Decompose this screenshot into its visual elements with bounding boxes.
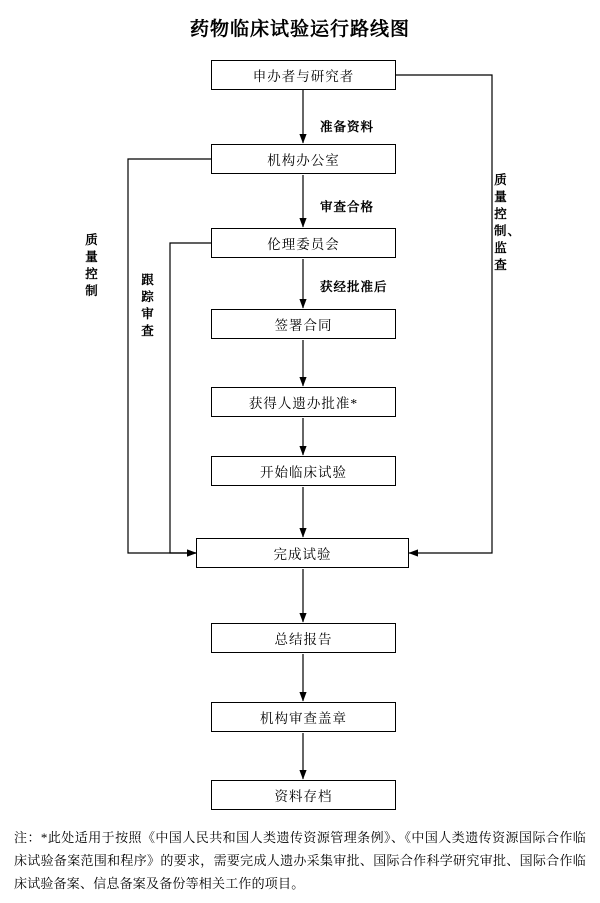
edge-label-after-approval: 获经批准后: [320, 280, 388, 294]
node-label: 机构办公室: [267, 153, 340, 168]
node-contract[interactable]: [211, 309, 396, 339]
node-office[interactable]: [211, 144, 396, 174]
footnote: 注：*此处适用于按照《中国人民共和国人类遗传资源管理条例》、《中国人类遗传资源国际合作临床试验备案范围和程序》的要求，需要完成人遗办采集审批、国际合作科学研究审批、国际合作临床试验备案、信息备案及备份等相关工作的项目。: [14, 830, 586, 891]
node-label: 获得人遗办批准*: [248, 396, 359, 411]
node-summary-report[interactable]: [211, 623, 396, 653]
page-title: 药物临床试验运行路线图: [189, 19, 410, 40]
side-label-follow-up-review: 跟踪审查: [141, 273, 155, 338]
node-label: 伦理委员会: [267, 237, 340, 252]
node-label: 机构审查盖章: [260, 711, 347, 726]
node-ethics[interactable]: [211, 228, 396, 258]
node-complete-trial[interactable]: [196, 538, 409, 568]
side-label-quality-control-left: 质量控制: [85, 233, 99, 298]
edge-label-prepare: 准备资料: [320, 120, 375, 134]
node-label: 签署合同: [274, 318, 333, 333]
edge-label-review-pass: 审查合格: [320, 200, 375, 214]
node-label: 资料存档: [274, 789, 333, 804]
node-start-trial[interactable]: [211, 456, 396, 486]
node-sponsor[interactable]: [211, 60, 396, 90]
node-genetics-approval[interactable]: [211, 387, 396, 417]
side-label-quality-control-supervision-right: 质量控制、监查: [494, 173, 522, 272]
node-institution-seal[interactable]: [211, 702, 396, 732]
node-label: 完成试验: [273, 547, 332, 562]
node-label: 申办者与研究者: [252, 69, 355, 84]
node-label: 开始临床试验: [260, 465, 347, 480]
node-archive[interactable]: [211, 780, 396, 810]
node-label: 总结报告: [274, 632, 333, 647]
